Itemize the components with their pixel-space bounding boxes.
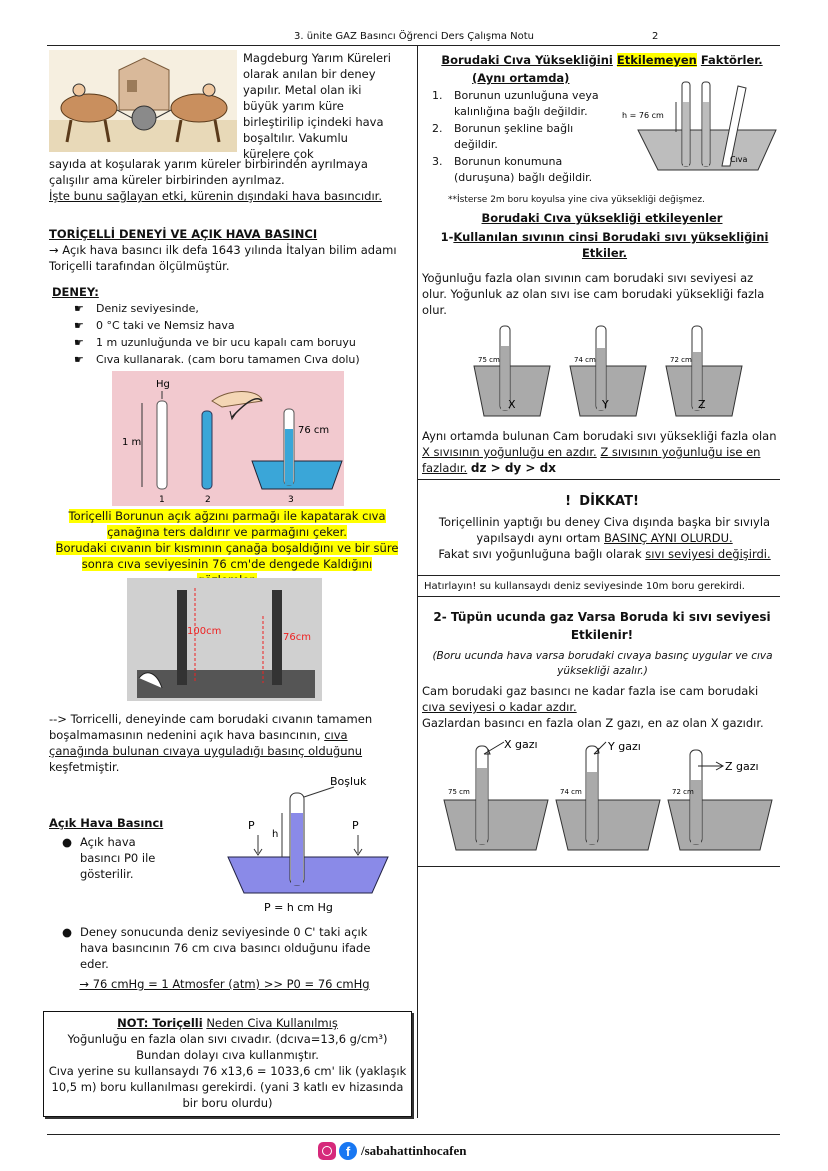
right-divider-4 [418,866,780,867]
cm100-label: 100cm [187,626,222,637]
svg-text:74 cm: 74 cm [574,356,596,364]
svg-text:P: P [248,819,255,832]
density-text: Yoğunluğu fazla olan sıvının cam borudaki sıvı seviyesi az olur. Yoğunluk az olan sıvı ise cam borudaki yüksekliği fazla olur. [422,271,765,317]
torricelli-steps-figure [112,371,344,506]
factor-2-title: 2- Tüpün ucunda gaz Varsa Boruda ki sıvı seviyesi Etkilenir! [433,610,771,642]
factor-1-title: 1-Kullanılan sıvının cinsi Borudaki sıvı yüksekliğini Etkiler. [440,230,769,260]
list-item: ☛ 1 m uzunluğunda ve bir ucu kapalı cam boruyu [62,334,392,351]
facebook-icon[interactable]: f [339,1142,357,1160]
svg-text:3: 3 [288,495,294,505]
right-subtitle: (Aynı ortamda) [472,71,570,85]
right-title: Borudaki Cıva Yüksekliğini Etkilemeyen Faktörler. [441,53,763,67]
cm76-label: 76 cm [298,425,330,436]
instagram-icon[interactable] [318,1142,336,1160]
svg-text:P: P [352,819,359,832]
list-item: 1. Borunun uzunluğuna veya kalınlığına bağlı değildir. [432,89,599,118]
deney-label: DENEY: [52,285,99,299]
list-item: 2. Borunun şekline bağlı değildir. [432,122,574,151]
svg-text:X gazı: X gazı [504,738,538,751]
svg-text:Cıva: Cıva [730,155,748,164]
magdeburg-conclusion: İşte bunu sağlayan etki, kürenin dışındaki hava basıncıdır. [49,189,382,203]
right-divider-1 [418,479,780,480]
beaker-x [474,326,550,416]
svg-text:Z: Z [698,398,706,411]
magdeburg-text: Magdeburg Yarım Küreleri olarak anılan bir deney yapılır. Metal olan iki büyük yarım küre birleştirilip içindeki hava boşaltılır. Vakumlu kürelere çok [243,51,391,161]
deney-list [62,300,392,368]
formula-line: → 76 cmHg = 1 Atmosfer (atm) >> P0 = 76 cmHg [79,977,370,991]
svg-text:72 cm: 72 cm [672,788,694,796]
gas-beaker-x [444,738,548,850]
svg-text:2: 2 [205,495,211,505]
highlight-text: Toriçelli Borunun açık ağzını parmağı ile kapatarak cıva çanağına ters daldırır ve parmağını çeker. Borudaki cıvanın bir kısmının çanağa boşaldığını ve bir süre sonra cıva seviyesinin 76 cm'de dengede Kaldığını [52,508,402,588]
magdeburg-illustration [49,50,237,152]
right-divider-3 [418,596,780,597]
svg-text:1: 1 [159,495,165,505]
gas-beaker-z [668,750,772,850]
list-item: ☛ Cıva kullanarak. (cam boru tamamen Cıva dolu) [62,351,392,368]
beaker-y [570,326,646,416]
svg-text:Y: Y [602,398,609,411]
factor-list [432,88,602,186]
right-divider-2 [418,575,780,576]
svg-text:Z gazı: Z gazı [725,760,759,773]
footer-social [318,1141,466,1161]
list-item: ☛ Deniz seviyesinde, [62,300,392,317]
acik-item-1: ● Açık hava basıncı P0 ile gösterilir. [62,835,156,881]
open-air-pressure-figure [222,773,392,918]
magdeburg-continuation: sayıda at koşularak yarım küreler birbirinden ayrılmaya çalışılır ama küreler birbirinden ayrılmaz. [49,157,368,187]
svg-text:P = h cm Hg: P = h cm Hg [264,901,333,914]
one-m-label: 1 m [122,437,142,448]
svg-text:Y gazı: Y gazı [608,740,641,753]
header-rule [47,45,780,46]
svg-text:h = 76 cm: h = 76 cm [622,111,664,120]
factor-2-text: Cam borudaki gaz basıncı ne kadar fazla ise cam borudaki cıva seviyesi o kadar azdır. Gazlardan basıncı en fazla olan Z gazı, en az olan X gazıdır. [422,684,764,730]
svg-text:X: X [508,398,516,411]
gas-tubes-figure [440,736,780,854]
footer-handle[interactable]: /sabahattinhocafen [361,1143,467,1158]
note-2m: **İsterse 2m boru koyulsa yine civa yüksekliği değişmez. [448,195,705,205]
remember-text: Hatırlayın! su kullansaydı deniz seviyesinde 10m boru gerekirdi. [424,581,745,592]
footer-rule [47,1134,780,1135]
discovery-text: --> Torricelli, deneyinde cam borudaki cıvanın tamamen boşalmamasının nedenini açık hava basıncının, cıva çanağında bulunan cıvaya uyguladığı basınç olduğunu keşfetmiştir. [49,712,373,774]
xyz-density-figure [470,320,750,418]
acik-item-2: ● Deney sonucunda deniz seviyesinde 0 C' taki açık hava basıncının 76 cm cıva basıncı olduğunu ifade eder. [62,925,371,971]
list-item: 3. Borunun konumuna (duruşuna) bağlı değildir. [432,155,593,184]
page-header [0,31,828,42]
torricelli-intro: → Açık hava basıncı ilk defa 1643 yılında İtalyan bilim adamı Toriçelli tarafından ölçülmüştür. [49,243,397,273]
torricelli-title: TORİÇELLİ DENEYİ VE AÇIK HAVA BASINCI [49,227,318,241]
dikkat-text: Toriçellinin yaptığı bu deney Civa dışında başka bir sıvıyla yapılsaydı aynı ortam BASINÇ AYNI OLURDU. Fakat sıvı yoğunluğuna bağlı olarak sıvı seviyesi değişirdi. [438,515,771,561]
gas-beaker-y [556,740,660,850]
svg-text:75 cm: 75 cm [448,788,470,796]
header-title: 3. ünite GAZ Basıncı Öğrenci Ders Çalışma Notu [293,31,534,42]
warning-icon: ! [565,494,572,509]
hg-label: Hg [156,379,170,390]
column-divider [417,46,418,1118]
note-box: NOT: Toriçelli Neden Civa Kullanılmış Yoğunluğu en fazla olan sıvı cıvadır. (dcıva=13,6 g/cm³) Bundan dolayı cıva kullanmıştır. Cıva yerine su kullansaydı 76 x13,6 = 1033,6 cm' lik (yaklaşık 10,5 m) boru kullanılması gerekirdi. (yani 3 katlı ev hizasında bir boru olurdu) [43,1011,412,1117]
svg-text:72 cm: 72 cm [670,356,692,364]
svg-text:75 cm: 75 cm [478,356,500,364]
list-item: ☛ 0 °C taki ve Nemsiz hava [62,317,392,334]
xyz-conclusion: Aynı ortamda bulunan Cam borudaki sıvı yüksekliği fazla olan X sıvısının yoğunluğu en azdır. Z sıvısının yoğunluğu ise en fazladır. dz > dy > dx [422,429,777,475]
tube-shapes-figure [618,80,778,174]
acik-hava-title: Açık Hava Basıncı [49,816,164,830]
page-number: 2 [652,31,659,42]
factor-2-paren: (Boru ucunda hava varsa borudaki cıvaya basınç uygular ve cıva yüksekliği azalır.) [432,650,773,677]
affect-title: Borudaki Cıva yüksekliği etkileyenler [481,211,723,225]
cm76-photo-label: 76cm [283,632,311,643]
svg-text:Boşluk: Boşluk [330,775,367,788]
mercury-tubes-photo [127,578,322,701]
svg-text:h: h [272,829,279,840]
beaker-z [666,326,742,416]
svg-text:74 cm: 74 cm [560,788,582,796]
dikkat-heading: ! DİKKAT! [565,494,639,509]
